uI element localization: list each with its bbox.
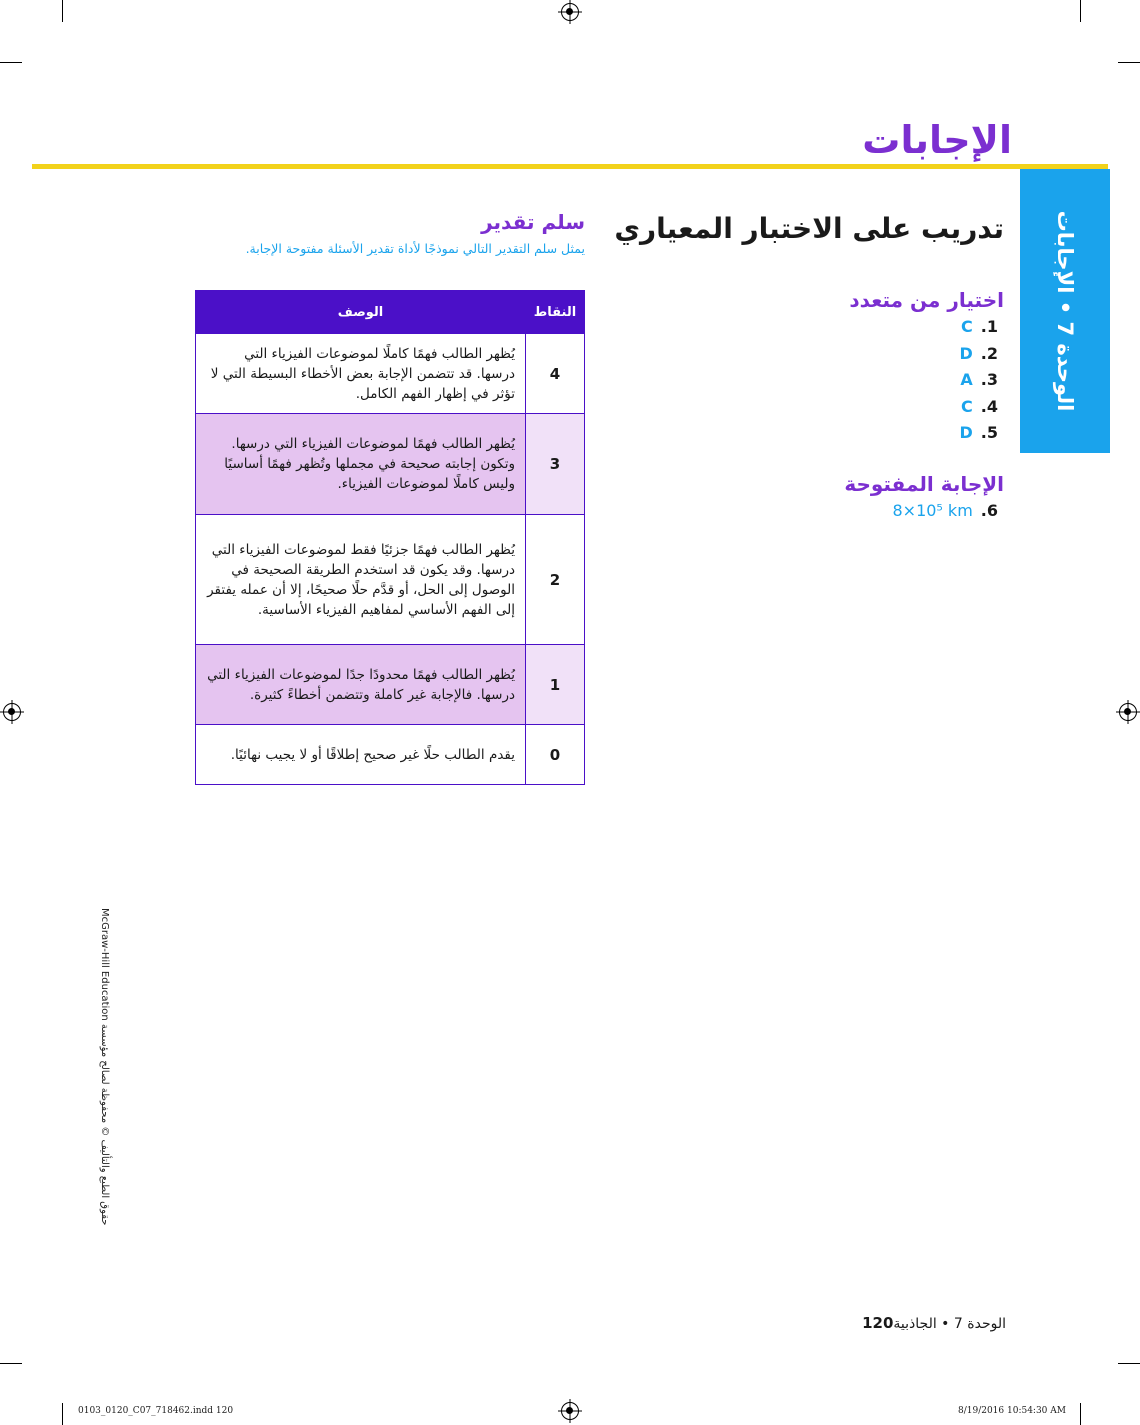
rubric-heading: سلم تقدير	[481, 210, 585, 234]
description-cell: يقدم الطالب حلًا غير صحيح إطلاقًا أو لا يجيب نهائيًا.	[196, 725, 526, 785]
registration-mark-left	[3, 703, 21, 721]
points-cell: 4	[526, 334, 585, 414]
answer-number: 5.	[980, 423, 998, 442]
rubric-description: يمثل سلم التقدير التالي نموذجًا لأداة تقدير الأسئلة مفتوحة الإجابة.	[245, 241, 585, 256]
answer-value: A	[960, 370, 973, 389]
answer-number: 1.	[980, 317, 998, 336]
answer-item	[961, 317, 998, 336]
page-number: 120	[862, 1314, 894, 1332]
answer-value: 8×10⁵ km	[892, 501, 973, 520]
answer-number: 3.	[980, 370, 998, 389]
description-cell: يُظهر الطالب فهمًا لموضوعات الفيزياء التي درسها. وتكون إجابته صحيحة في مجملها وتُظهر فهمًا أساسيًا وليس كاملًا لموضوعات الفيزياء.	[196, 414, 526, 515]
chapter-side-tab	[1020, 169, 1110, 453]
description-cell: يُظهر الطالب فهمًا جزئيًا فقط لموضوعات الفيزياء التي درسها. وقد يكون قد استخدم الطريقة الصحيحة في الوصول إلى الحل، أو قدَّم حلًا صحيحًا، إلا أن عمله يفتقر إلى الفهم الأساسي لمفاهيم الفيزياء الأساسية.	[196, 515, 526, 645]
registration-mark-right	[1119, 703, 1137, 721]
registration-mark-top	[561, 3, 579, 21]
answer-item	[960, 370, 998, 389]
answer-value: D	[959, 423, 973, 442]
table-row	[196, 725, 585, 785]
extended-answer	[892, 501, 998, 520]
points-cell: 0	[526, 725, 585, 785]
answer-item	[960, 344, 999, 363]
copyright-publisher: McGraw-Hill Education	[99, 908, 110, 1021]
answer-value: C	[961, 317, 973, 336]
page-title: الإجابات	[862, 118, 1012, 162]
title-rule	[32, 164, 1108, 169]
section-heading: تدريب على الاختبار المعياري	[614, 212, 1004, 245]
side-tab-label: الوحدة 7 • الإجابات	[1053, 210, 1077, 412]
points-column-header: النقاط	[526, 291, 585, 334]
footer-text: الوحدة 7 • الجاذبية	[893, 1316, 1006, 1332]
table-row	[196, 515, 585, 645]
answer-number: 6.	[980, 501, 998, 520]
answer-number: 2.	[980, 344, 998, 363]
table-row	[196, 645, 585, 725]
answer-value: C	[961, 397, 973, 416]
answer-number: 4.	[980, 397, 998, 416]
points-cell: 3	[526, 414, 585, 515]
registration-mark-bottom	[561, 1402, 579, 1420]
description-column-header: الوصف	[196, 291, 526, 334]
answer-value: D	[959, 344, 973, 363]
page-footer	[848, 1314, 1006, 1332]
description-cell: يُظهر الطالب فهمًا محدودًا جدًا لموضوعات الفيزياء التي درسها. فالإجابة غير كاملة وتتضمن أخطاءً كثيرة.	[196, 645, 526, 725]
extended-response-heading: الإجابة المفتوحة	[844, 472, 1004, 496]
description-cell: يُظهر الطالب فهمًا كاملًا لموضوعات الفيزياء التي درسها. قد تتضمن الإجابة بعض الأخطاء البسيطة التي لا تؤثر في إظهار الفهم الكامل.	[196, 334, 526, 414]
multiple-choice-heading: اختيار من متعدد	[849, 288, 1004, 312]
points-cell: 2	[526, 515, 585, 645]
table-header-row	[196, 291, 585, 334]
table-row	[196, 414, 585, 515]
points-cell: 1	[526, 645, 585, 725]
copyright-notice	[99, 908, 110, 1225]
timestamp-slug: 8/19/2016 10:54:30 AM	[957, 1406, 1066, 1416]
file-slug: 0103_0120_C07_718462.indd 120	[78, 1406, 234, 1416]
answer-item	[960, 423, 999, 442]
answer-item	[961, 397, 998, 416]
table-row	[196, 334, 585, 414]
copyright-arabic: حقوق الطبع والتأليف © محفوظة لصالح مؤسسة	[99, 1023, 110, 1226]
rubric-table	[195, 290, 585, 785]
